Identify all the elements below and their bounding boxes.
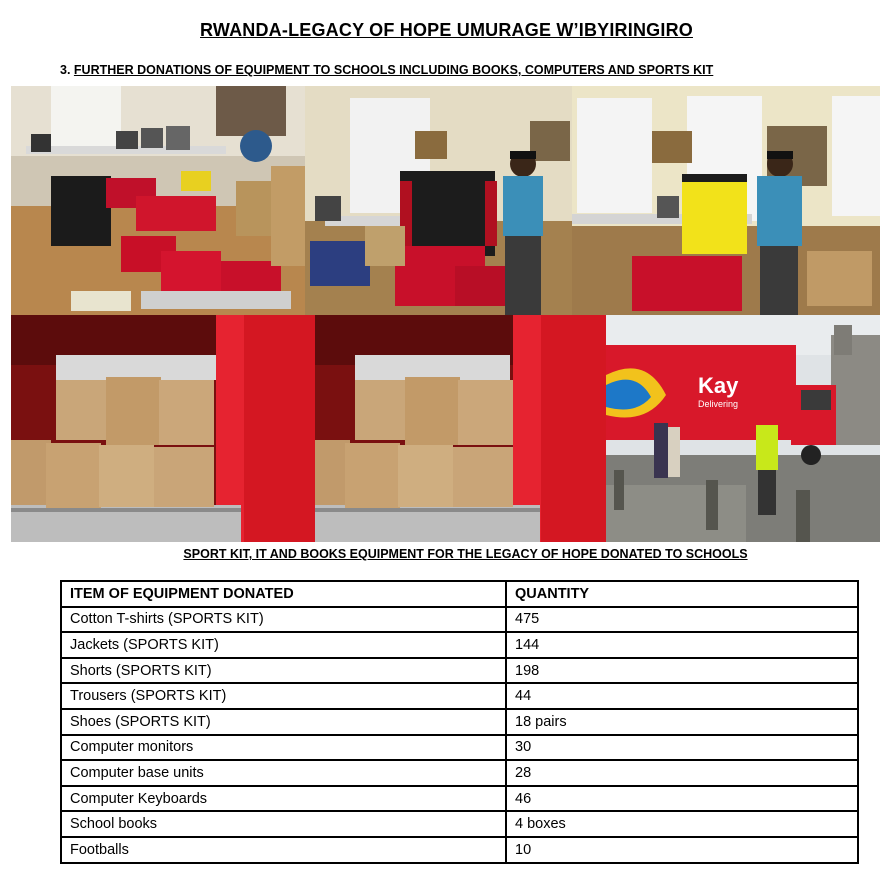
section-heading bbox=[60, 63, 713, 77]
table-row bbox=[61, 658, 858, 684]
quantity-cell: 144 bbox=[506, 632, 858, 658]
photo-office-bags bbox=[11, 86, 305, 315]
item-cell: Shorts (SPORTS KIT) bbox=[61, 658, 506, 684]
quantity-cell: 46 bbox=[506, 786, 858, 812]
quantity-cell: 44 bbox=[506, 683, 858, 709]
item-cell: Shoes (SPORTS KIT) bbox=[61, 709, 506, 735]
photo-truck-boxes-2 bbox=[315, 315, 606, 542]
photo-truck-boxes-1 bbox=[11, 315, 315, 542]
photo-delivery-truck bbox=[606, 315, 880, 542]
item-cell: School books bbox=[61, 811, 506, 837]
table-row bbox=[61, 709, 858, 735]
table-row bbox=[61, 607, 858, 633]
quantity-cell: 18 pairs bbox=[506, 709, 858, 735]
item-cell: Cotton T-shirts (SPORTS KIT) bbox=[61, 607, 506, 633]
table-row bbox=[61, 683, 858, 709]
quantity-cell: 10 bbox=[506, 837, 858, 863]
photo-caption: SPORT KIT, IT AND BOOKS EQUIPMENT FOR THE LEGACY OF HOPE DONATED TO SCHOOLS bbox=[183, 547, 748, 561]
item-cell: Computer monitors bbox=[61, 735, 506, 761]
quantity-cell: 475 bbox=[506, 607, 858, 633]
table-row bbox=[61, 837, 858, 863]
equipment-table bbox=[60, 580, 859, 864]
table-row bbox=[61, 760, 858, 786]
table-header-row bbox=[61, 581, 858, 607]
table-row bbox=[61, 811, 858, 837]
photo-jacket bbox=[305, 86, 572, 315]
table-row bbox=[61, 786, 858, 812]
item-cell: Jackets (SPORTS KIT) bbox=[61, 632, 506, 658]
table-row bbox=[61, 632, 858, 658]
quantity-cell: 198 bbox=[506, 658, 858, 684]
column-header-quantity: QUANTITY bbox=[506, 581, 858, 607]
truck-brand-text: Kay bbox=[698, 373, 739, 398]
item-cell: Computer Keyboards bbox=[61, 786, 506, 812]
section-heading-text: FURTHER DONATIONS OF EQUIPMENT TO SCHOOLS INCLUDING BOOKS, COMPUTERS AND SPORTS KIT bbox=[73, 63, 714, 77]
table-row bbox=[61, 735, 858, 761]
page-title: RWANDA-LEGACY OF HOPE UMURAGE W’IBYIRINGIRO bbox=[200, 20, 693, 40]
item-cell: Footballs bbox=[61, 837, 506, 863]
photo-yellow-shirt bbox=[572, 86, 880, 315]
item-cell: Computer base units bbox=[61, 760, 506, 786]
section-number: 3. bbox=[60, 63, 71, 77]
quantity-cell: 4 boxes bbox=[506, 811, 858, 837]
item-cell: Trousers (SPORTS KIT) bbox=[61, 683, 506, 709]
truck-tagline-text: Delivering bbox=[698, 399, 739, 409]
quantity-cell: 28 bbox=[506, 760, 858, 786]
quantity-cell: 30 bbox=[506, 735, 858, 761]
column-header-item: ITEM OF EQUIPMENT DONATED bbox=[61, 581, 506, 607]
